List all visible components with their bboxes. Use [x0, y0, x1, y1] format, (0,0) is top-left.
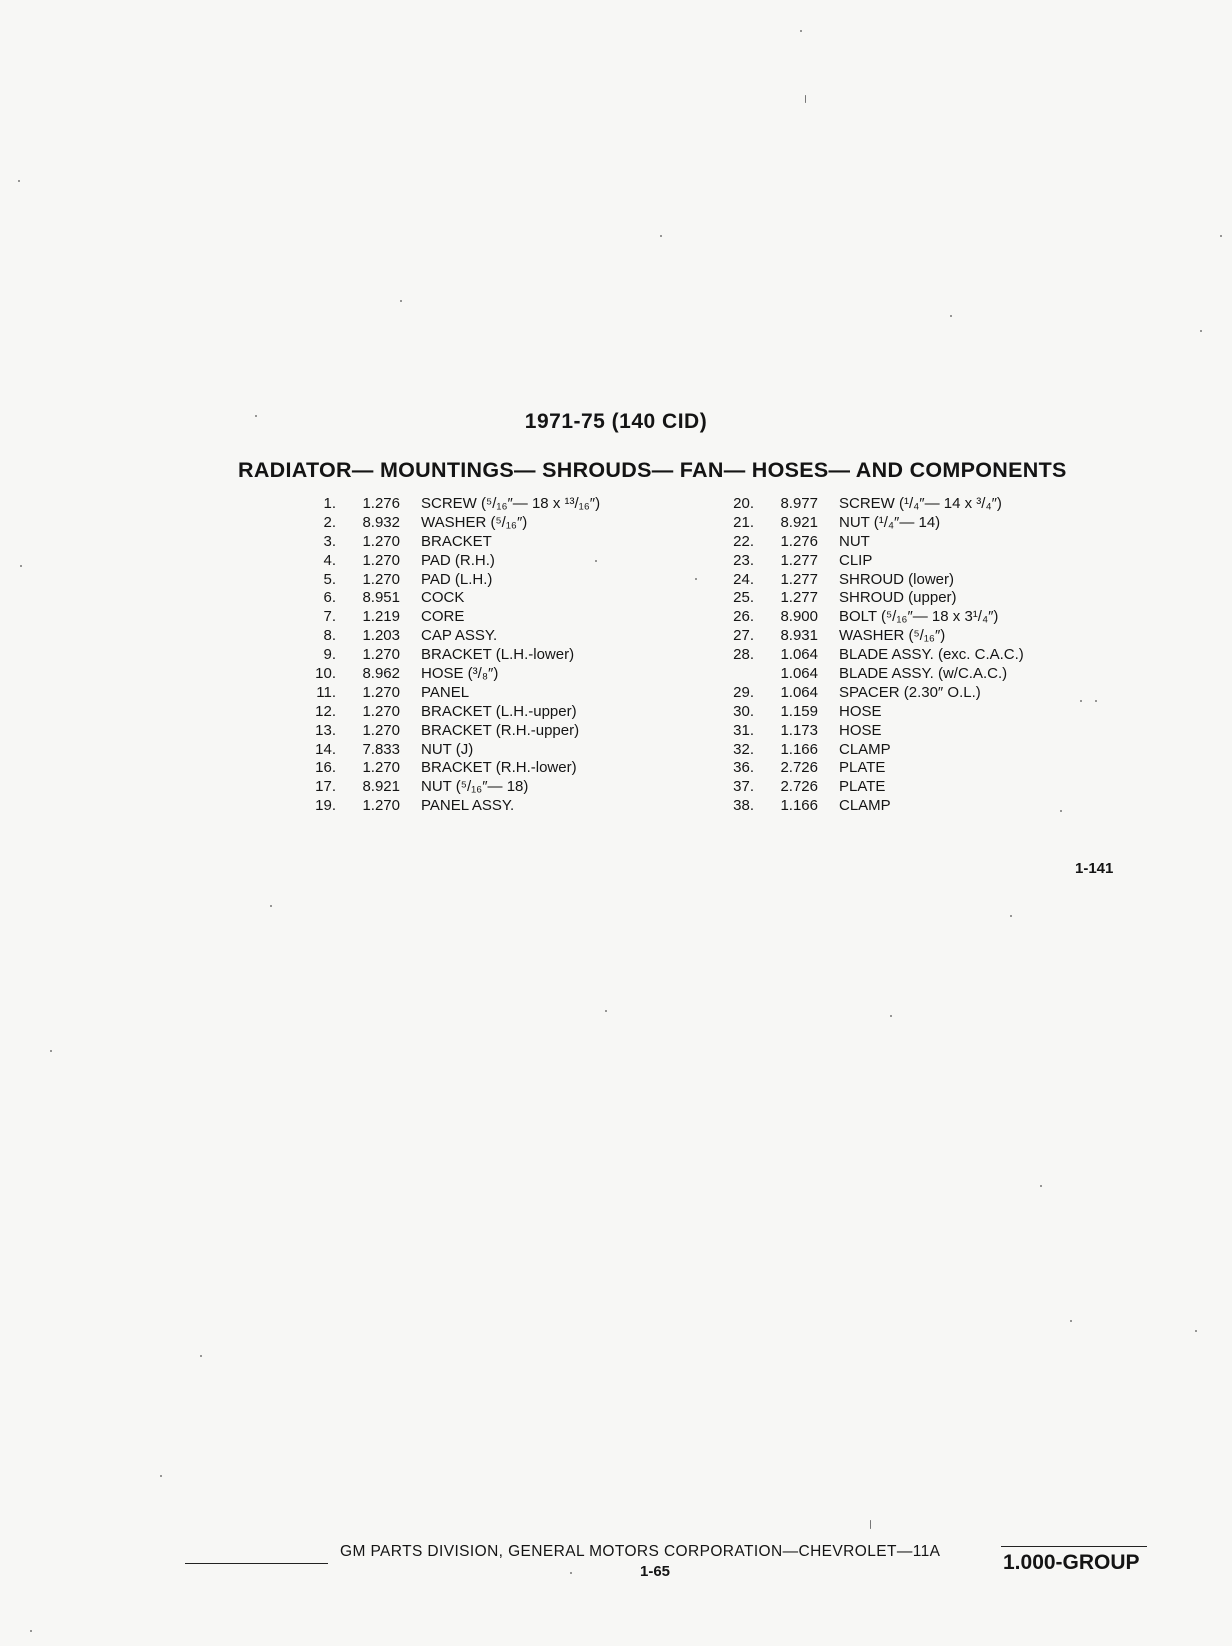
group-code: 2.726: [780, 778, 818, 796]
parts-list-row: [712, 741, 1024, 760]
item-number: 10.: [315, 665, 336, 683]
part-description: CLIP: [839, 551, 873, 569]
part-description: BOLT (⁵/₁₆″— 18 x 3¹/₄″): [839, 608, 999, 626]
part-description: SHROUD (lower): [839, 570, 955, 588]
part-description: NUT (⁵/₁₆″— 18): [421, 778, 529, 796]
parts-list-row: [712, 589, 1024, 608]
item-number: 3.: [323, 532, 336, 550]
item-number: 37.: [733, 778, 754, 796]
parts-list-row: [294, 589, 600, 608]
group-code: 8.977: [780, 495, 818, 512]
part-description: BRACKET (L.H.-upper): [421, 702, 577, 720]
group-code: 1.270: [362, 702, 400, 720]
group-code: 1.270: [362, 683, 400, 701]
item-number: [712, 665, 756, 684]
part-description: WASHER (⁵/₁₆″): [839, 627, 946, 645]
group-code: 2.726: [780, 759, 818, 777]
parts-list-row: [294, 514, 600, 533]
item-number: 7.: [323, 608, 336, 626]
part-description: CORE: [421, 608, 465, 626]
footer-rule-right: [1001, 1546, 1147, 1547]
group-code: 1.173: [780, 721, 818, 739]
item-number: 16.: [315, 759, 336, 777]
part-description: SHROUD (upper): [839, 589, 957, 607]
parts-list-row: [294, 552, 600, 571]
parts-list-row: [712, 646, 1024, 665]
group-code: 1.270: [362, 570, 400, 588]
group-code: 1.277: [780, 551, 818, 569]
item-number: 21.: [733, 513, 754, 531]
item-number: 28.: [733, 646, 754, 664]
group-code: 1.064: [780, 646, 818, 664]
group-code: 1.064: [780, 665, 818, 683]
part-description: PLATE: [839, 778, 886, 796]
parts-list-row: [712, 684, 1024, 703]
item-number: 26.: [733, 608, 754, 626]
part-description: BRACKET: [421, 532, 492, 550]
part-description: HOSE: [839, 702, 882, 720]
footer-page-number: 1-65: [640, 1563, 671, 1580]
part-description: PLATE: [839, 759, 886, 777]
parts-list-row: [294, 665, 600, 684]
group-code: 1.270: [362, 721, 400, 739]
group-code: 1.277: [780, 589, 818, 607]
group-code: 8.932: [362, 513, 400, 531]
item-number: 6.: [323, 589, 336, 607]
parts-list-row: [294, 627, 600, 646]
group-code: 8.951: [362, 589, 400, 607]
parts-list-row: [294, 703, 600, 722]
parts-list-row: [294, 759, 600, 778]
item-number: 2.: [323, 513, 336, 531]
item-number: 1.: [323, 495, 336, 512]
part-description: CLAMP: [839, 797, 891, 815]
parts-list-row: [712, 533, 1024, 552]
part-description: BRACKET (L.H.-lower): [421, 646, 575, 664]
parts-list-row: [712, 778, 1024, 797]
group-code: 1.270: [362, 551, 400, 569]
group-code: 1.159: [780, 702, 818, 720]
part-description: BLADE ASSY. (exc. C.A.C.): [839, 646, 1024, 664]
group-code: 7.833: [362, 740, 400, 758]
group-code: 1.277: [780, 570, 818, 588]
group-code: 1.203: [362, 627, 400, 645]
part-description: WASHER (⁵/₁₆″): [421, 513, 528, 531]
part-description: PANEL: [421, 683, 470, 701]
item-number: 25.: [733, 589, 754, 607]
group-code: 1.270: [362, 759, 400, 777]
parts-list-row: [712, 495, 1024, 514]
parts-list-row: [712, 722, 1024, 741]
group-code: 8.962: [362, 665, 400, 683]
group-code: 1.276: [362, 495, 400, 512]
group-code: 1.166: [780, 740, 818, 758]
item-number: 24.: [733, 570, 754, 588]
parts-list-row: [294, 722, 600, 741]
parts-list-row: [712, 552, 1024, 571]
item-number: 27.: [733, 627, 754, 645]
group-code: 8.921: [780, 513, 818, 531]
item-number: 23.: [733, 551, 754, 569]
parts-list-row: [294, 741, 600, 760]
parts-list-row: [712, 514, 1024, 533]
part-description: HOSE (³/₈″): [421, 665, 499, 683]
parts-list-left: [294, 495, 600, 816]
parts-list-row: [712, 627, 1024, 646]
parts-list-row: [294, 646, 600, 665]
item-number: 13.: [315, 721, 336, 739]
parts-list-row: [294, 571, 600, 590]
item-number: 20.: [733, 495, 754, 512]
parts-list-row: [294, 608, 600, 627]
parts-list-row: [294, 684, 600, 703]
group-code: 1.064: [780, 683, 818, 701]
group-code: 8.921: [362, 778, 400, 796]
group-code: 8.900: [780, 608, 818, 626]
item-number: 12.: [315, 702, 336, 720]
part-description: PAD (R.H.): [421, 551, 495, 569]
part-description: NUT (¹/₄″— 14): [839, 513, 941, 531]
parts-list-row: [712, 571, 1024, 590]
item-number: 19.: [315, 797, 336, 815]
item-number: 31.: [733, 721, 754, 739]
part-description: NUT (J): [421, 740, 474, 758]
group-code: 1.270: [362, 646, 400, 664]
item-number: 8.: [323, 627, 336, 645]
parts-list-row: [294, 778, 600, 797]
item-number: 14.: [315, 740, 336, 758]
part-description: NUT: [839, 532, 870, 550]
parts-list-row: [712, 703, 1024, 722]
item-number: 4.: [323, 551, 336, 569]
item-number: 38.: [733, 797, 754, 815]
item-number: 22.: [733, 532, 754, 550]
parts-list-row: [294, 495, 600, 514]
group-code: 8.931: [780, 627, 818, 645]
part-description: SCREW (⁵/₁₆″— 18 x ¹³/₁₆″): [421, 495, 601, 512]
part-description: BRACKET (R.H.-lower): [421, 759, 577, 777]
part-description: SCREW (¹/₄″— 14 x ³/₄″): [839, 495, 1002, 512]
part-description: COCK: [421, 589, 465, 607]
group-code: 1.270: [362, 532, 400, 550]
part-description: BRACKET (R.H.-upper): [421, 721, 580, 739]
item-number: 29.: [733, 683, 754, 701]
parts-list-row: [294, 797, 600, 816]
group-code: 1.270: [362, 797, 400, 815]
part-description: CAP ASSY.: [421, 627, 498, 645]
section-heading: RADIATOR— MOUNTINGS— SHROUDS— FAN— HOSES— AND COMPONENTS: [238, 458, 1067, 482]
parts-list-row: [712, 608, 1024, 627]
group-code: 1.166: [780, 797, 818, 815]
parts-list-row: [712, 665, 1024, 684]
parts-list-row: [712, 759, 1024, 778]
item-number: 32.: [733, 740, 754, 758]
footer-rule-left: [185, 1563, 328, 1564]
item-number: 11.: [316, 683, 336, 701]
footer-publisher: GM PARTS DIVISION, GENERAL MOTORS CORPORATION—CHEVROLET—11A: [340, 1543, 941, 1560]
item-number: 5.: [323, 570, 336, 588]
item-number: 30.: [733, 702, 754, 720]
part-description: HOSE: [839, 721, 882, 739]
footer-group-label: 1.000-GROUP: [1003, 1551, 1140, 1574]
part-description: PAD (L.H.): [421, 570, 493, 588]
item-number: 17.: [315, 778, 336, 796]
part-description: PANEL ASSY.: [421, 797, 515, 815]
item-number: 9.: [323, 646, 336, 664]
model-year-subtitle: 1971-75 (140 CID): [524, 410, 708, 433]
group-code: 1.276: [780, 532, 818, 550]
part-description: CLAMP: [839, 740, 891, 758]
parts-list-right: [712, 495, 1024, 816]
part-description: SPACER (2.30″ O.L.): [839, 683, 981, 701]
parts-list-row: [712, 797, 1024, 816]
part-description: BLADE ASSY. (w/C.A.C.): [839, 665, 1008, 683]
page-reference: 1-141: [1075, 860, 1114, 877]
item-number: 36.: [733, 759, 754, 777]
group-code: 1.219: [362, 608, 400, 626]
parts-list-row: [294, 533, 600, 552]
